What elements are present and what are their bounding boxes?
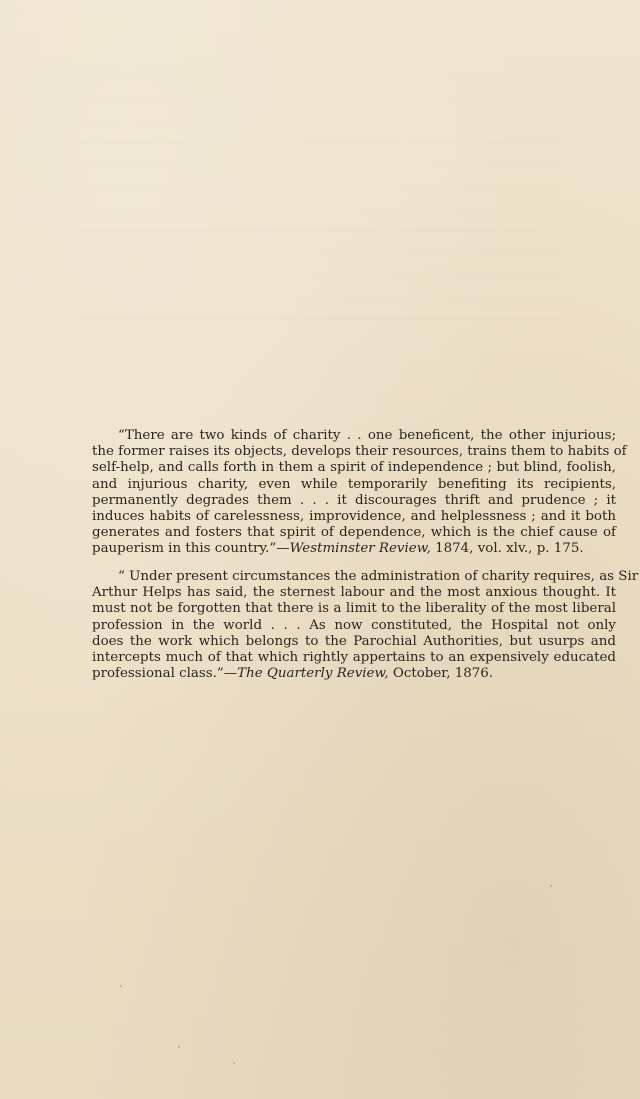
quote-line: profession in the world . . . As now constituted, the Hospital not only (92, 617, 616, 633)
quote-text: professional class.”— (92, 666, 238, 682)
quote-line: does the work which belongs to the Parochial Authorities, but usurps and (92, 633, 616, 649)
quote-text: pauperism in this country.”— (92, 541, 290, 557)
quote-line: “There are two kinds of charity . . one beneficent, the other injurious; (118, 428, 616, 443)
quote-line: permanently degrades them . . . it discourages thrift and prudence ; it (92, 492, 616, 508)
quote-quarterly-review (92, 569, 639, 682)
quote-line: and injurious charity, even while temporarily benefiting its recipients, (92, 476, 616, 492)
quote-line: induces habits of carelessness, improvidence, and helplessness ; and it both (92, 509, 616, 525)
source-title: Westminster Review, (289, 541, 431, 557)
quote-line: intercepts much of that which rightly appertains to an expensively educated (92, 650, 616, 666)
quote-westminster-review (92, 428, 627, 558)
quote-line: self-help, and calls forth in them a spirit of independence ; but blind, foolish, (92, 460, 616, 476)
quote-line: Arthur Helps has said, the sternest labour and the most anxious thought. It (92, 585, 616, 601)
source-title: The Quarterly Review, (237, 666, 389, 682)
quote-line: the former raises its objects, develops their resources, trains them to habits of (92, 444, 627, 460)
source-detail: 1874, vol. xlv., p. 175. (430, 541, 584, 557)
quote-citation-line (92, 541, 616, 557)
paper-speck (550, 885, 552, 887)
paper-speck (178, 1046, 180, 1048)
paper-speck (120, 985, 122, 987)
paper-speck (233, 1062, 235, 1064)
quote-line: “ Under present circumstances the administration of charity requires, as Sir (118, 569, 639, 584)
quote-citation-line (92, 666, 616, 682)
quote-line: generates and fosters that spirit of dependence, which is the chief cause of (92, 525, 616, 541)
source-detail: October, 1876. (388, 666, 494, 682)
quote-line: must not be forgotten that there is a limit to the liberality of the most liberal (92, 601, 616, 617)
show-through-texture (80, 60, 560, 320)
